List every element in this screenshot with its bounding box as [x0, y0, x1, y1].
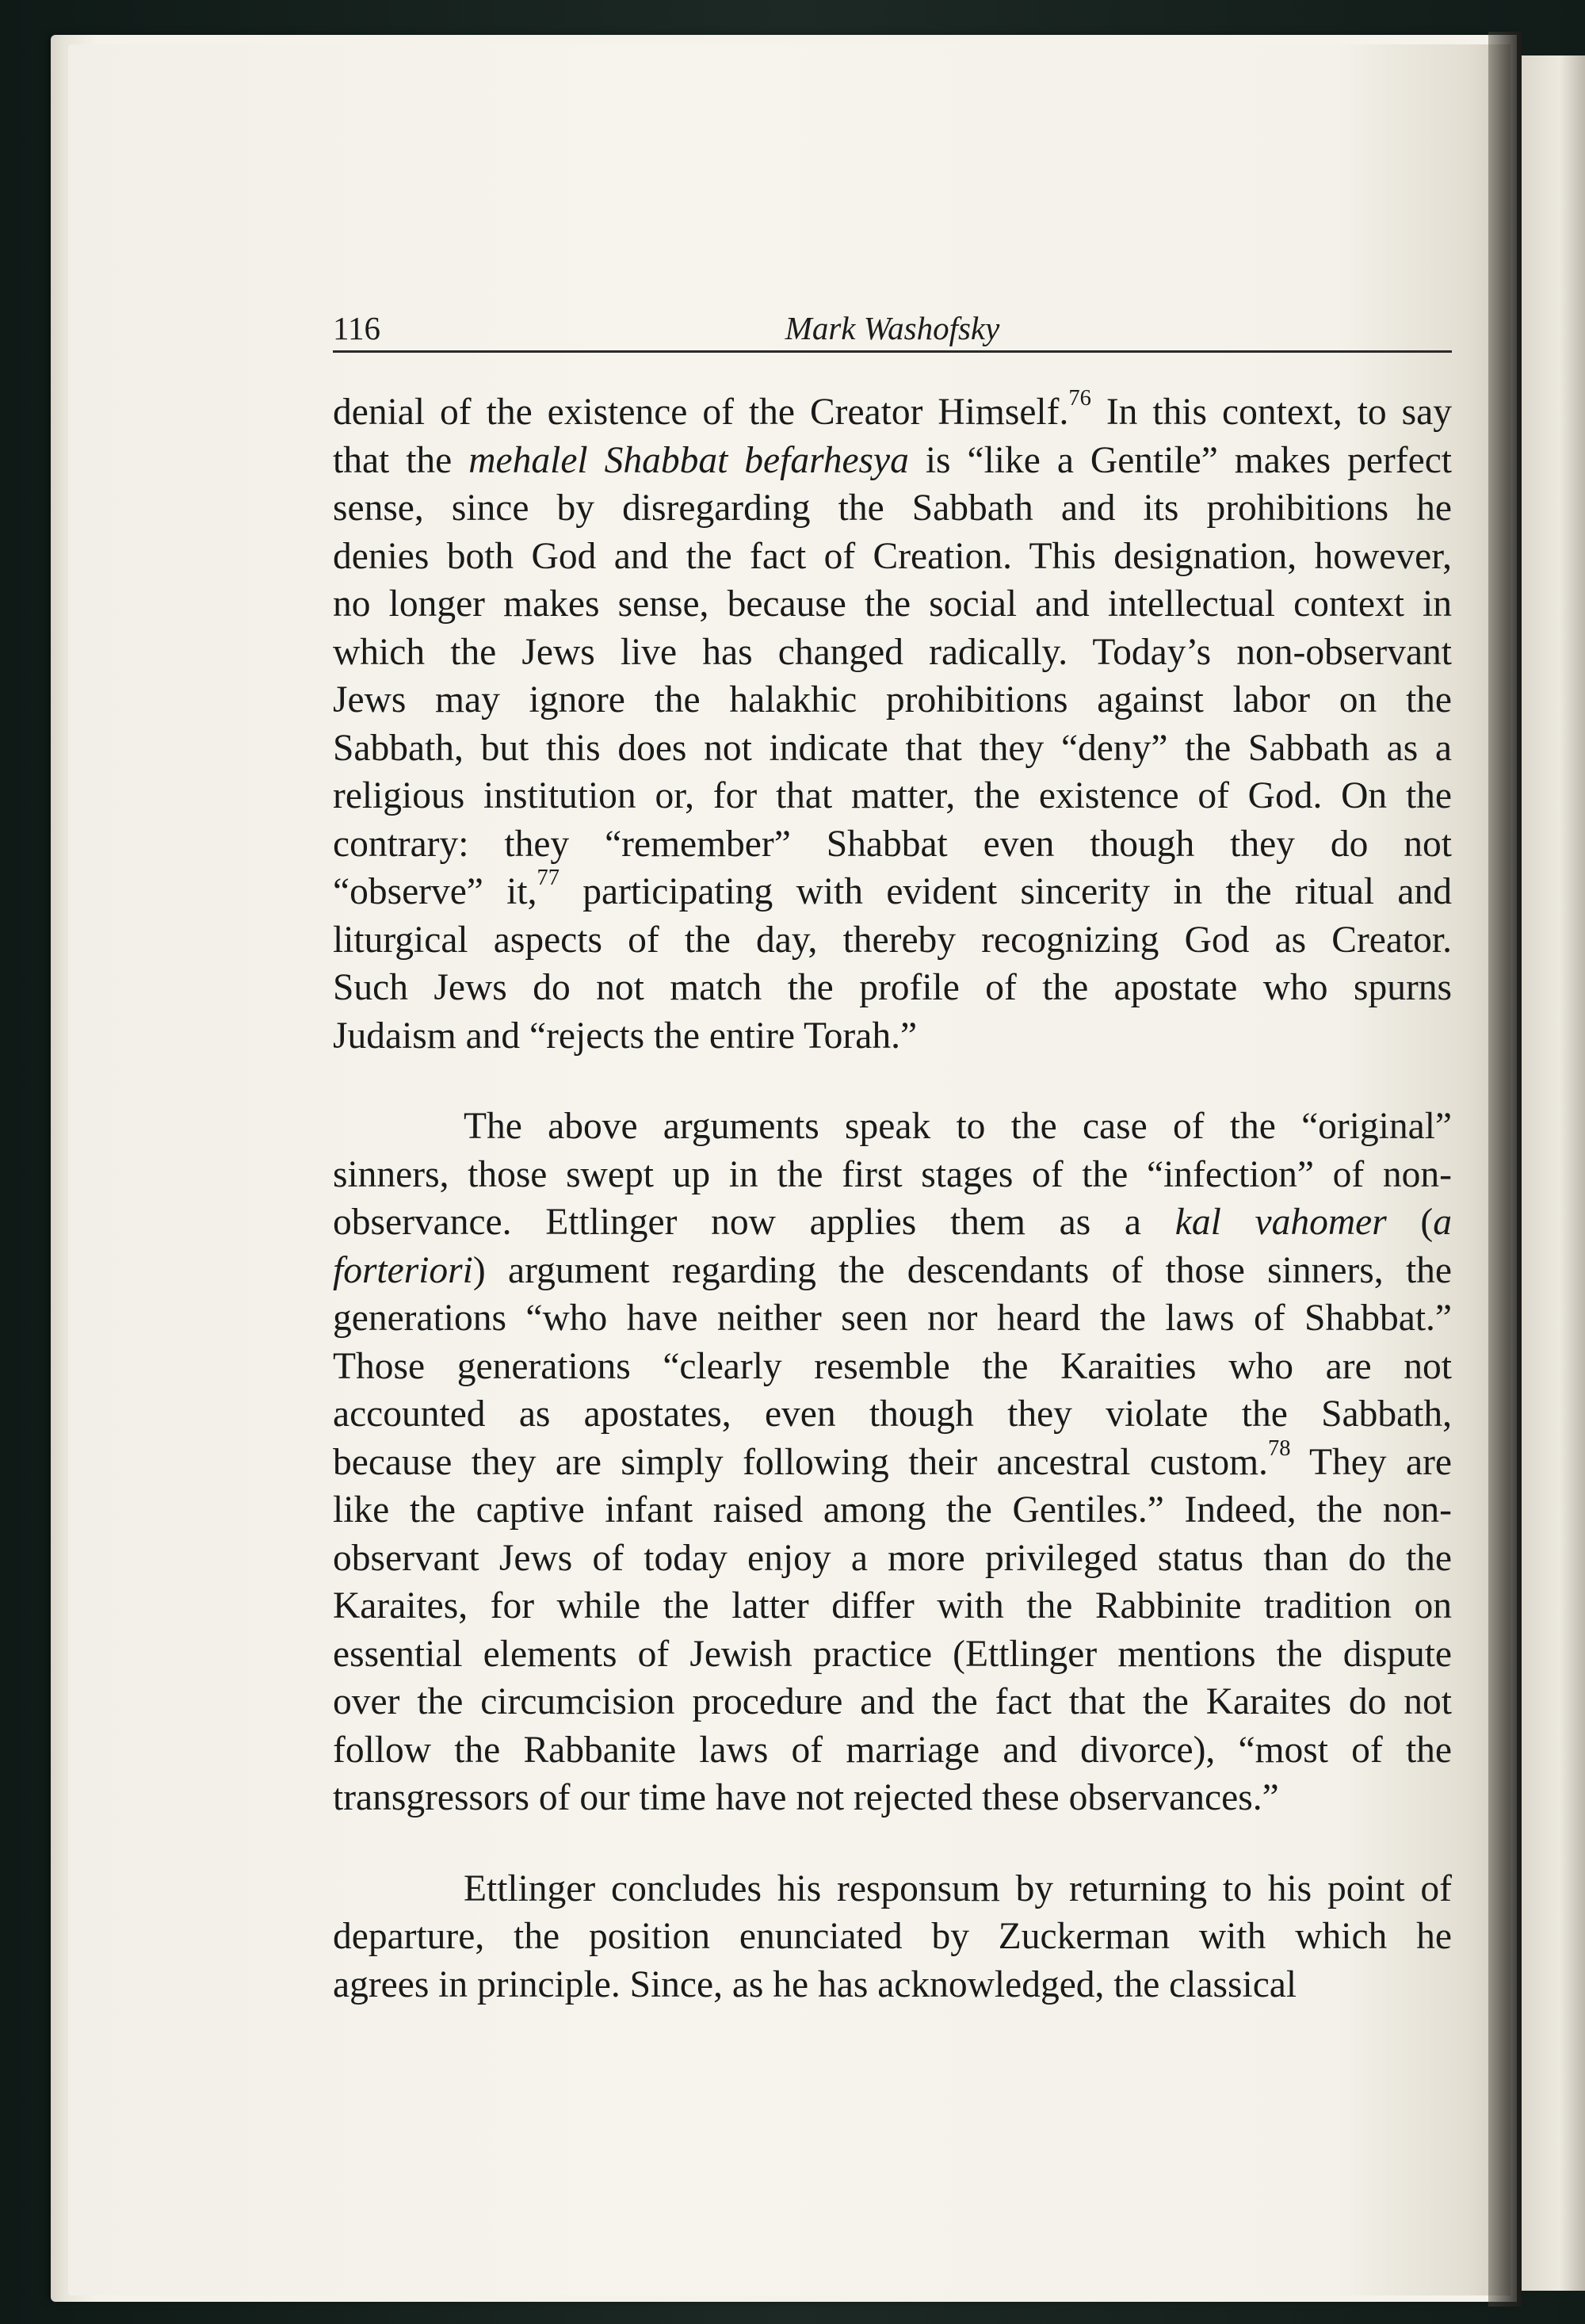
paragraph: [333, 1103, 1452, 1822]
text-line: [333, 484, 1452, 533]
text-run: that the: [333, 439, 469, 481]
text-run: is “like a Gentile” makes perfect: [908, 439, 1452, 481]
running-head-author: Mark Washofsky: [785, 310, 1000, 346]
text-line: [333, 916, 1452, 965]
text-line: [333, 629, 1452, 677]
text-run: accounted as apostates, even though they violate the Sabbath,: [333, 1393, 1452, 1435]
paragraph: [333, 385, 1452, 1060]
text-line: [333, 724, 1452, 773]
text-line: [333, 1435, 1452, 1487]
text-line: [333, 1678, 1452, 1726]
text-line: [333, 1103, 1452, 1151]
text-run: (: [1386, 1202, 1434, 1243]
footnote-marker: 77: [537, 865, 560, 890]
text-run: Sabbath, but this does not indicate that they “deny” the Sabbath as a: [333, 727, 1452, 769]
text-run: which the Jews live has changed radically. Today’s non-observant: [333, 631, 1452, 673]
text-run: Such Jews do not match the profile of the apostate who spurns: [333, 967, 1452, 1008]
text-line: [333, 1012, 1452, 1061]
text-line: [333, 1247, 1452, 1295]
text-run: Karaites, for while the latter differ with the Rabbinite tradition on: [333, 1585, 1452, 1626]
text-run: “observe” it,: [333, 871, 537, 912]
text-line: [333, 1486, 1452, 1535]
text-run: denial of the existence of the Creator Himself.: [333, 392, 1069, 433]
paragraph: [333, 1865, 1452, 2009]
text-run: liturgical aspects of the day, thereby recognizing God as Creator.: [333, 919, 1452, 961]
text-line: [333, 385, 1452, 437]
text-line: [333, 1582, 1452, 1630]
text-run: contrary: they “remember” Shabbat even though they do not: [333, 823, 1452, 865]
text-run: The above arguments speak to the case of the “original”: [464, 1106, 1452, 1147]
text-line: [333, 964, 1452, 1012]
text-run: Those generations “clearly resemble the Karaities who are not: [333, 1345, 1452, 1387]
text-run: denies both God and the fact of Creation. This designation, however,: [333, 535, 1452, 577]
body-text: [333, 385, 1452, 2009]
running-head: [333, 311, 1452, 353]
text-run: sinners, those swept up in the first stages of the “infection” of non-: [333, 1153, 1452, 1195]
book-gutter: [1488, 32, 1522, 2307]
text-line: [333, 1151, 1452, 1199]
text-run: participating with evident sincerity in the ritual and: [559, 871, 1452, 912]
italic-term: kal vahomer: [1174, 1202, 1387, 1243]
text-run: Judaism and “rejects the entire Torah.”: [333, 1015, 918, 1057]
italic-term: mehalel Shabbat befarhesya: [468, 439, 909, 481]
text-run: because they are simply following their ancestral custom.: [333, 1441, 1268, 1483]
text-run: Ettlinger concludes his responsum by returning to his point of: [464, 1867, 1452, 1909]
footnote-marker: 76: [1068, 385, 1091, 411]
text-run: They are: [1290, 1441, 1452, 1483]
paragraph-gap: [333, 1060, 1452, 1103]
text-run: follow the Rabbanite laws of marriage and divorce), “most of the: [333, 1729, 1452, 1771]
text-line: [333, 1294, 1452, 1343]
text-line: [333, 1865, 1452, 1913]
page-number: 116: [333, 310, 380, 346]
italic-term: a: [1433, 1202, 1452, 1243]
text-run: observance. Ettlinger now applies them as a: [333, 1202, 1175, 1243]
paragraph-gap: [333, 1822, 1452, 1865]
text-run: observant Jews of today enjoy a more privileged status than do the: [333, 1537, 1452, 1579]
text-line: [333, 1390, 1452, 1439]
text-run: sense, since by disregarding the Sabbath and its prohibitions he: [333, 487, 1452, 529]
text-line: [333, 580, 1452, 629]
text-run: no longer makes sense, because the social and intellectual context in: [333, 583, 1452, 625]
text-line: [333, 533, 1452, 581]
text-run: In this context, to say: [1090, 392, 1452, 433]
text-line: [333, 1535, 1452, 1583]
text-run: Jews may ignore the halakhic prohibitions against labor on the: [333, 679, 1452, 721]
text-run: agrees in principle. Since, as he has acknowledged, the classical: [333, 1963, 1297, 2005]
text-run: ) argument regarding the descendants of those sinners, the: [472, 1249, 1452, 1291]
text-line: [333, 1961, 1452, 2009]
italic-term: forteriori: [333, 1249, 473, 1291]
text-line: [333, 1913, 1452, 1961]
text-line: [333, 772, 1452, 820]
text-run: departure, the position enunciated by Zuckerman with which he: [333, 1916, 1452, 1957]
text-line: [333, 865, 1452, 916]
text-line: [333, 676, 1452, 724]
text-run: over the circumcision procedure and the fact that the Karaites do not: [333, 1681, 1452, 1722]
text-run: religious institution or, for that matter, the existence of God. On the: [333, 775, 1452, 816]
facing-page-edge: [1522, 55, 1585, 2291]
text-line: [333, 1343, 1452, 1391]
text-line: [333, 1774, 1452, 1822]
text-line: [333, 1198, 1452, 1247]
text-line: [333, 820, 1452, 869]
text-line: [333, 1630, 1452, 1679]
text-run: essential elements of Jewish practice (Ettlinger mentions the dispute: [333, 1633, 1452, 1675]
footnote-marker: 78: [1267, 1435, 1291, 1461]
text-line: [333, 1726, 1452, 1775]
text-line: [333, 437, 1452, 485]
text-run: transgressors of our time have not rejected these observances.”: [333, 1777, 1279, 1818]
text-run: like the captive infant raised among the Gentiles.” Indeed, the non-: [333, 1489, 1452, 1531]
text-run: generations “who have neither seen nor heard the laws of Shabbat.”: [333, 1298, 1452, 1339]
